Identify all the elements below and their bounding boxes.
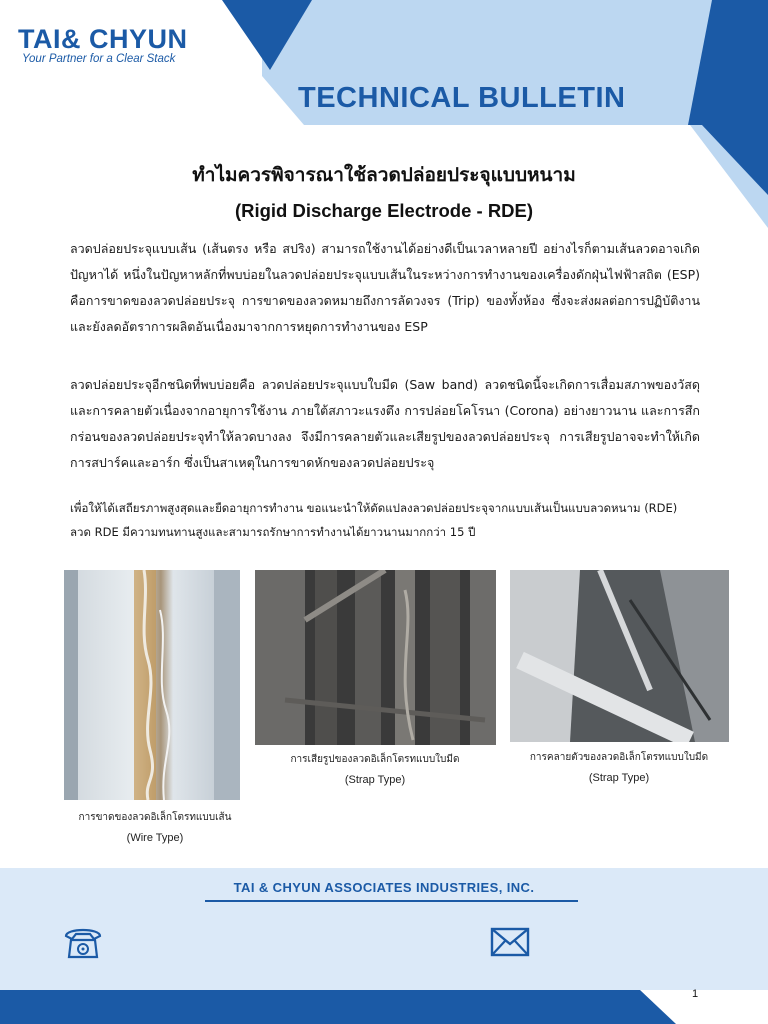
envelope-icon xyxy=(490,926,530,958)
photo-caption-3 xyxy=(504,748,734,788)
paragraph-3-line-1: เพื่อให้ได้เสถียรภาพสูงสุดและยืดอายุการทำงาน ขอแนะนำให้ดัดแปลงลวดปล่อยประจุจากแบบเส้นเป็นแบบลวดหนาม (RDE) xyxy=(70,501,678,515)
bulletin-heading: TECHNICAL BULLETIN xyxy=(298,82,626,114)
bottom-bar xyxy=(0,990,768,1024)
photo-caption-1-english: (Wire Type) xyxy=(126,832,184,844)
telephone-icon xyxy=(63,924,103,960)
page-number: 1 xyxy=(692,988,699,1000)
paragraph-2: ลวดปล่อยประจุอีกชนิดที่พบบ่อยคือ ลวดปล่อยประจุแบบใบมีด (Saw band) ลวดชนิดนี้จะเกิดการเสื่อมสภาพของวัสดุและการคลายตัวเนื่องจากอายุการใช้งาน ภายใต้สภาวะแรงตึง การปล่อยโคโรนา (Corona) อย่างยาวนาน และการสึกกร่อนของลวดปล่อยประจุทำให้ลวดบางลง จึงมีการคลายตัวและเสียรูปของลวดปล่อยประจุ การเสียรูปอาจจะทำให้เกิดการสปาร์คและอาร์ก ซึ่งเป็นสาเหตุในการขาดหักของลวดปล่อยประจุ xyxy=(70,377,700,470)
photo-caption-1-thai: การขาดของลวดอิเล็กโตรทแบบเส้น xyxy=(78,812,232,823)
photo-strap-loosening xyxy=(510,570,729,742)
page-title-thai: ทำไมควรพิจารณาใช้ลวดปล่อยประจุแบบหนาม xyxy=(192,164,576,186)
photo-strap-deformation xyxy=(255,570,496,745)
photo-caption-2-thai: การเสียรูปของลวดอิเล็กโตรทแบบใบมีด xyxy=(290,754,460,765)
photo-caption-1 xyxy=(40,808,270,848)
company-name: TAI & CHYUN ASSOCIATES INDUSTRIES, INC. xyxy=(233,880,535,895)
company-logo: TAI& CHYUN xyxy=(18,24,188,54)
page-title-english: (Rigid Discharge Electrode - RDE) xyxy=(234,200,534,221)
logo-tagline: Your Partner for a Clear Stack xyxy=(22,53,176,65)
photo-caption-2 xyxy=(260,750,490,790)
photo-caption-3-thai: การคลายตัวของลวดอิเล็กโตรทแบบใบมีด xyxy=(529,752,709,763)
paragraph-1: ลวดปล่อยประจุแบบเส้น (เส้นตรง หรือ สปริง) สามารถใช้งานได้อย่างดีเป็นเวลาหลายปี อย่างไรก็ตามเส้นลวดอาจเกิดปัญหาได้ หนึ่งในปัญหาหลักที่พบบ่อยในลวดปล่อยประจุแบบเส้นในระหว่างการทำงานของเครื่องดักฝุ่นไฟฟ้าสถิต (ESP) คือการขาดของลวดปล่อยประจุ การขาดของลวดหมายถึงการลัดวงจร (Trip) ของทั้งห้อง ซึ่งจะส่งผลต่อการปฏิบัติงานและยังลดอัตราการผลิตอันเนื่องมาจากการหยุดการทำงานของ ESP xyxy=(70,241,700,334)
photo-caption-3-english: (Strap Type) xyxy=(588,772,650,784)
photo-caption-2-english: (Strap Type) xyxy=(344,774,406,786)
company-underline xyxy=(205,900,578,902)
photo-wire-electrode-break xyxy=(64,570,240,800)
paragraph-3-line-2: ลวด RDE มีความทนทานสูงและสามารถรักษาการทำงานได้ยาวนานมากกว่า 15 ปี xyxy=(70,525,476,539)
